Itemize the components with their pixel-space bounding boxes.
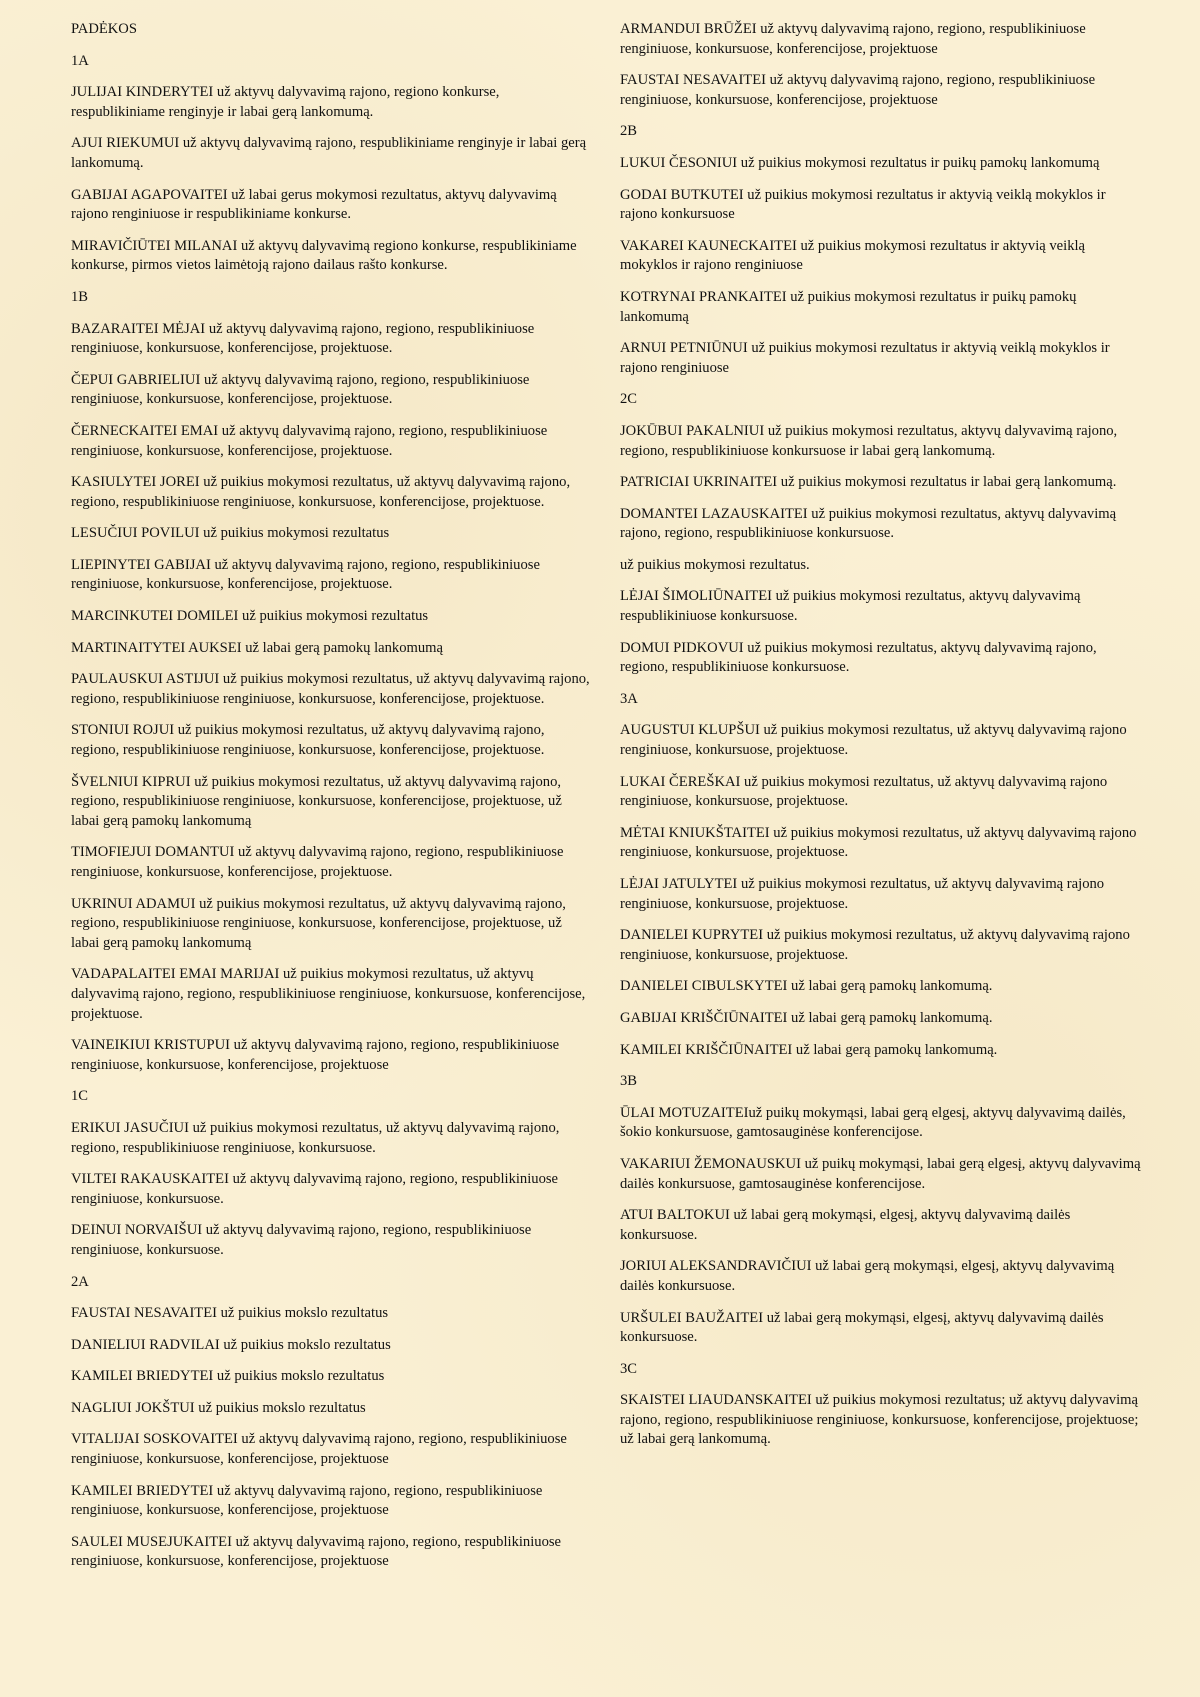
award-entry: AUGUSTUI KLUPŠUI už puikius mokymosi rezultatus, už aktyvų dalyvavimą rajono renginiuose, konkursuose, projektuose.	[620, 722, 1127, 759]
award-entry: JORIUI ALEKSANDRAVIČIUI už labai gerą mokymąsi, elgesį, aktyvų dalyvavimą dailės konkursuose.	[620, 1258, 1115, 1294]
award-entry: JOKŪBUI PAKALNIUI už puikius mokymosi rezultatus, aktyvų dalyvavimą rajono, regiono, respublikiniuose konkursuose ir labai gerą lankomumą.	[620, 422, 1118, 459]
right-column	[620, 0, 1145, 1462]
award-entry: ŠVELNIUI KIPRUI už puikius mokymosi rezultatus, už aktyvų dalyvavimą rajono, regiono, respublikiniuose renginiuose, konkursuose, konferencijose, projektuose, už labai gerą pamokų lankomumą	[71, 773, 562, 829]
class-heading: 2A	[71, 1273, 89, 1290]
award-entry: LUKUI ČESONIUI už puikius mokymosi rezultatus ir puikų pamokų lankomumą	[620, 154, 1100, 171]
award-entry: AJUI RIEKUMUI už aktyvų dalyvavimą rajono, respublikiniame renginyje ir labai gerą lankomumą.	[71, 135, 587, 171]
award-entry: LIEPINYTEI GABIJAI už aktyvų dalyvavimą rajono, regiono, respublikiniuose renginiuose, konkursuose, konferencijose, projektuose.	[71, 556, 540, 593]
class-heading: 1A	[71, 52, 89, 69]
award-entry: STONIUI ROJUI už puikius mokymosi rezultatus, už aktyvų dalyvavimą rajono, regiono, respublikiniuose renginiuose, konkursuose, konferencijose, projektuose.	[71, 722, 545, 759]
award-entry: DANIELEI KUPRYTEI už puikius mokymosi rezultatus, už aktyvų dalyvavimą rajono renginiuose, konkursuose, projektuose.	[620, 927, 1130, 963]
award-entry: GABIJAI AGAPOVAITEI už labai gerus mokymosi rezultatus, aktyvų dalyvavimą rajono renginiuose ir respublikiniame konkurse.	[71, 186, 557, 223]
award-entry: DOMANTEI LAZAUSKAITEI už puikius mokymosi rezultatus, aktyvų dalyvavimą rajono, regiono, respublikiniuose konkursuose.	[620, 505, 1117, 542]
award-entry: SAULEI MUSEJUKAITEI už aktyvų dalyvavimą rajono, regiono, respublikiniuose renginiuose, konkursuose, konferencijose, projektuose	[71, 1533, 562, 1570]
award-entry: SKAISTEI LIAUDANSKAITEI už puikius mokymosi rezultatus; už aktyvų dalyvavimą rajono, regiono, respublikiniuose renginiuose, konkursuose, konferencijose, projektuose; už labai gerą lankomumą.	[620, 1392, 1139, 1448]
award-entry: UKRINUI ADAMUI už puikius mokymosi rezultatus, už aktyvų dalyvavimą rajono, regiono, respublikiniuose renginiuose, konkursuose, konferencijose, projektuose, už labai gerą pamokų lankomumą	[71, 895, 566, 951]
award-entry: MARCINKUTEI DOMILEI už puikius mokymosi rezultatus	[71, 608, 429, 625]
award-entry: KOTRYNAI PRANKAITEI už puikius mokymosi rezultatus ir puikų pamokų lankomumą	[620, 288, 1077, 325]
award-entry: DANIELIUI RADVILAI už puikius mokslo rezultatus	[71, 1336, 391, 1353]
class-heading: 3C	[620, 1360, 638, 1377]
award-entry: VAKAREI KAUNECKAITEI už puikius mokymosi rezultatus ir aktyvią veiklą mokyklos ir rajono renginiuose	[620, 237, 1086, 274]
class-heading: 2B	[620, 123, 638, 140]
award-entry: VITALIJAI SOSKOVAITEI už aktyvų dalyvavimą rajono, regiono, respublikiniuose renginiuose, konkursuose, konferencijose, projektuose	[71, 1431, 567, 1468]
award-entry: MĖTAI KNIUKŠTAITEI už puikius mokymosi rezultatus, už aktyvų dalyvavimą rajono renginiuose, konkursuose, projektuose.	[620, 824, 1137, 861]
award-entry: DANIELEI CIBULSKYTEI už labai gerą pamokų lankomumą.	[620, 978, 993, 995]
award-entry: ČEPUI GABRIELIUI už aktyvų dalyvavimą rajono, regiono, respublikiniuose renginiuose, konkursuose, konferencijose, projektuose.	[71, 371, 530, 408]
class-heading: PADĖKOS	[71, 21, 137, 37]
award-entry: VAKARIUI ŽEMONAUSKUI už puikų mokymąsi, labai gerą elgesį, aktyvų dalyvavimą dailės konkursuose, gamtosauginėse konferencijose.	[620, 1155, 1141, 1192]
award-entry: GODAI BUTKUTEI už puikius mokymosi rezultatus ir aktyvią veiklą mokyklos ir rajono konkursuose	[620, 186, 1106, 223]
class-heading: 1B	[71, 288, 89, 305]
class-heading: 3A	[620, 690, 638, 707]
award-entry: VAINEIKIUI KRISTUPUI už aktyvų dalyvavimą rajono, regiono, respublikiniuose renginiuose, konkursuose, konferencijose, projektuose	[71, 1037, 560, 1073]
award-entry: TIMOFIEJUI DOMANTUI už aktyvų dalyvavimą rajono, regiono, respublikiniuose renginiuose, konkursuose, konferencijose, projektuose.	[71, 844, 564, 880]
award-entry: FAUSTAI NESAVAITEI už aktyvų dalyvavimą rajono, regiono, respublikiniuose renginiuose, konkursuose, konferencijose, projektuose	[620, 72, 1096, 108]
award-entry: už puikius mokymosi rezultatus.	[620, 556, 810, 573]
award-entry: DOMUI PIDKOVUI už puikius mokymosi rezultatus, aktyvų dalyvavimą rajono, regiono, respublikiniuose konkursuose.	[620, 639, 1097, 676]
award-entry: KAMILEI BRIEDYTEI už puikius mokslo rezultatus	[71, 1368, 385, 1385]
award-entry: JULIJAI KINDERYTEI už aktyvų dalyvavimą rajono, regiono konkurse, respublikiniame renginyje ir labai gerą lankomumą.	[71, 84, 500, 120]
award-entry: KAMILEI BRIEDYTEI už aktyvų dalyvavimą rajono, regiono, respublikiniuose renginiuose, konkursuose, konferencijose, projektuose	[71, 1482, 543, 1519]
award-entry: GABIJAI KRIŠČIŪNAITEI už labai gerą pamokų lankomumą.	[620, 1009, 993, 1026]
award-entry: LĖJAI ŠIMOLIŪNAITEI už puikius mokymosi rezultatus, aktyvų dalyvavimą respublikiniuose konkursuose.	[620, 588, 1081, 625]
class-heading: 1C	[71, 1088, 89, 1105]
award-entry: PATRICIAI UKRINAITEI už puikius mokymosi rezultatus ir labai gerą lankomumą.	[620, 474, 1117, 491]
class-heading: 3B	[620, 1073, 638, 1090]
award-entry: ČERNECKAITEI EMAI už aktyvų dalyvavimą rajono, regiono, respublikiniuose renginiuose, konkursuose, konferencijose, projektuose.	[71, 422, 548, 459]
award-entry: ERIKUI JASUČIUI už puikius mokymosi rezultatus, už aktyvų dalyvavimą rajono, regiono, respublikiniuose renginiuose, konkursuose.	[71, 1119, 560, 1156]
class-heading: 2C	[620, 391, 638, 408]
award-entry: KAMILEI KRIŠČIŪNAITEI už labai gerą pamokų lankomumą.	[620, 1041, 998, 1058]
award-entry: ARMANDUI BRŪŽEI už aktyvų dalyvavimą rajono, regiono, respublikiniuose renginiuose, konkursuose, konferencijose, projektuose	[620, 21, 1086, 57]
award-entry: MIRAVIČIŪTEI MILANAI už aktyvų dalyvavimą regiono konkurse, respublikiniame konkurse, pirmos vietos laimėtoją rajono dailaus rašto konkurse.	[71, 237, 577, 274]
award-entry: ARNUI PETNIŪNUI už puikius mokymosi rezultatus ir aktyvią veiklą mokyklos ir rajono renginiuose	[620, 340, 1110, 376]
award-entry: LĖJAI JATULYTEI už puikius mokymosi rezultatus, už aktyvų dalyvavimą rajono renginiuose, konkursuose, projektuose.	[620, 876, 1105, 912]
award-entry: PAULAUSKUI ASTIJUI už puikius mokymosi rezultatus, už aktyvų dalyvavimą rajono, regiono, respublikiniuose renginiuose, konkursuose, konferencijose, projektuose.	[71, 671, 590, 707]
award-entry: MARTINAITYTEI AUKSEI už labai gerą pamokų lankomumą	[71, 639, 443, 656]
award-entry: URŠULEI BAUŽAITEI už labai gerą mokymąsi, elgesį, aktyvų dalyvavimą dailės konkursuose.	[620, 1309, 1104, 1346]
award-entry: ŪLAI MOTUZAITEIuž puikų mokymąsi, labai gerą elgesį, aktyvų dalyvavimą dailės, šokio konkursuose, gamtosauginėse konferencijose.	[620, 1104, 1126, 1141]
award-entry: LUKAI ČEREŠKAI už puikius mokymosi rezultatus, už aktyvų dalyvavimą rajono renginiuose, konkursuose, projektuose.	[620, 773, 1108, 810]
award-entry: VADAPALAITEI EMAI MARIJAI už puikius mokymosi rezultatus, už aktyvų dalyvavimą rajono, regiono, respublikiniuose renginiuose, konkursuose, konferencijose, projektuose.	[71, 966, 586, 1022]
award-entry: ATUI BALTOKUI už labai gerą mokymąsi, elgesį, aktyvų dalyvavimą dailės konkursuose.	[620, 1207, 1071, 1243]
award-entry: DEINUI NORVAIŠUI už aktyvų dalyvavimą rajono, regiono, respublikiniuose renginiuose, konkursuose.	[71, 1222, 532, 1258]
award-entry: LESUČIUI POVILUI už puikius mokymosi rezultatus	[71, 525, 390, 542]
award-entry: FAUSTAI NESAVAITEI už puikius mokslo rezultatus	[71, 1305, 389, 1322]
award-entry: VILTEI RAKAUSKAITEI už aktyvų dalyvavimą rajono, regiono, respublikiniuose renginiuose, konkursuose.	[71, 1171, 559, 1207]
award-entry: BAZARAITEI MĖJAI už aktyvų dalyvavimą rajono, regiono, respublikiniuose renginiuose, konkursuose, konferencijose, projektuose.	[71, 320, 535, 357]
award-entry: NAGLIUI JOKŠTUI už puikius mokslo rezultatus	[71, 1399, 366, 1416]
award-entry: KASIULYTEI JOREI už puikius mokymosi rezultatus, už aktyvų dalyvavimą rajono, regiono, respublikiniuose renginiuose, konkursuose, konferencijose, projektuose.	[71, 474, 571, 510]
left-column	[71, 0, 591, 1584]
